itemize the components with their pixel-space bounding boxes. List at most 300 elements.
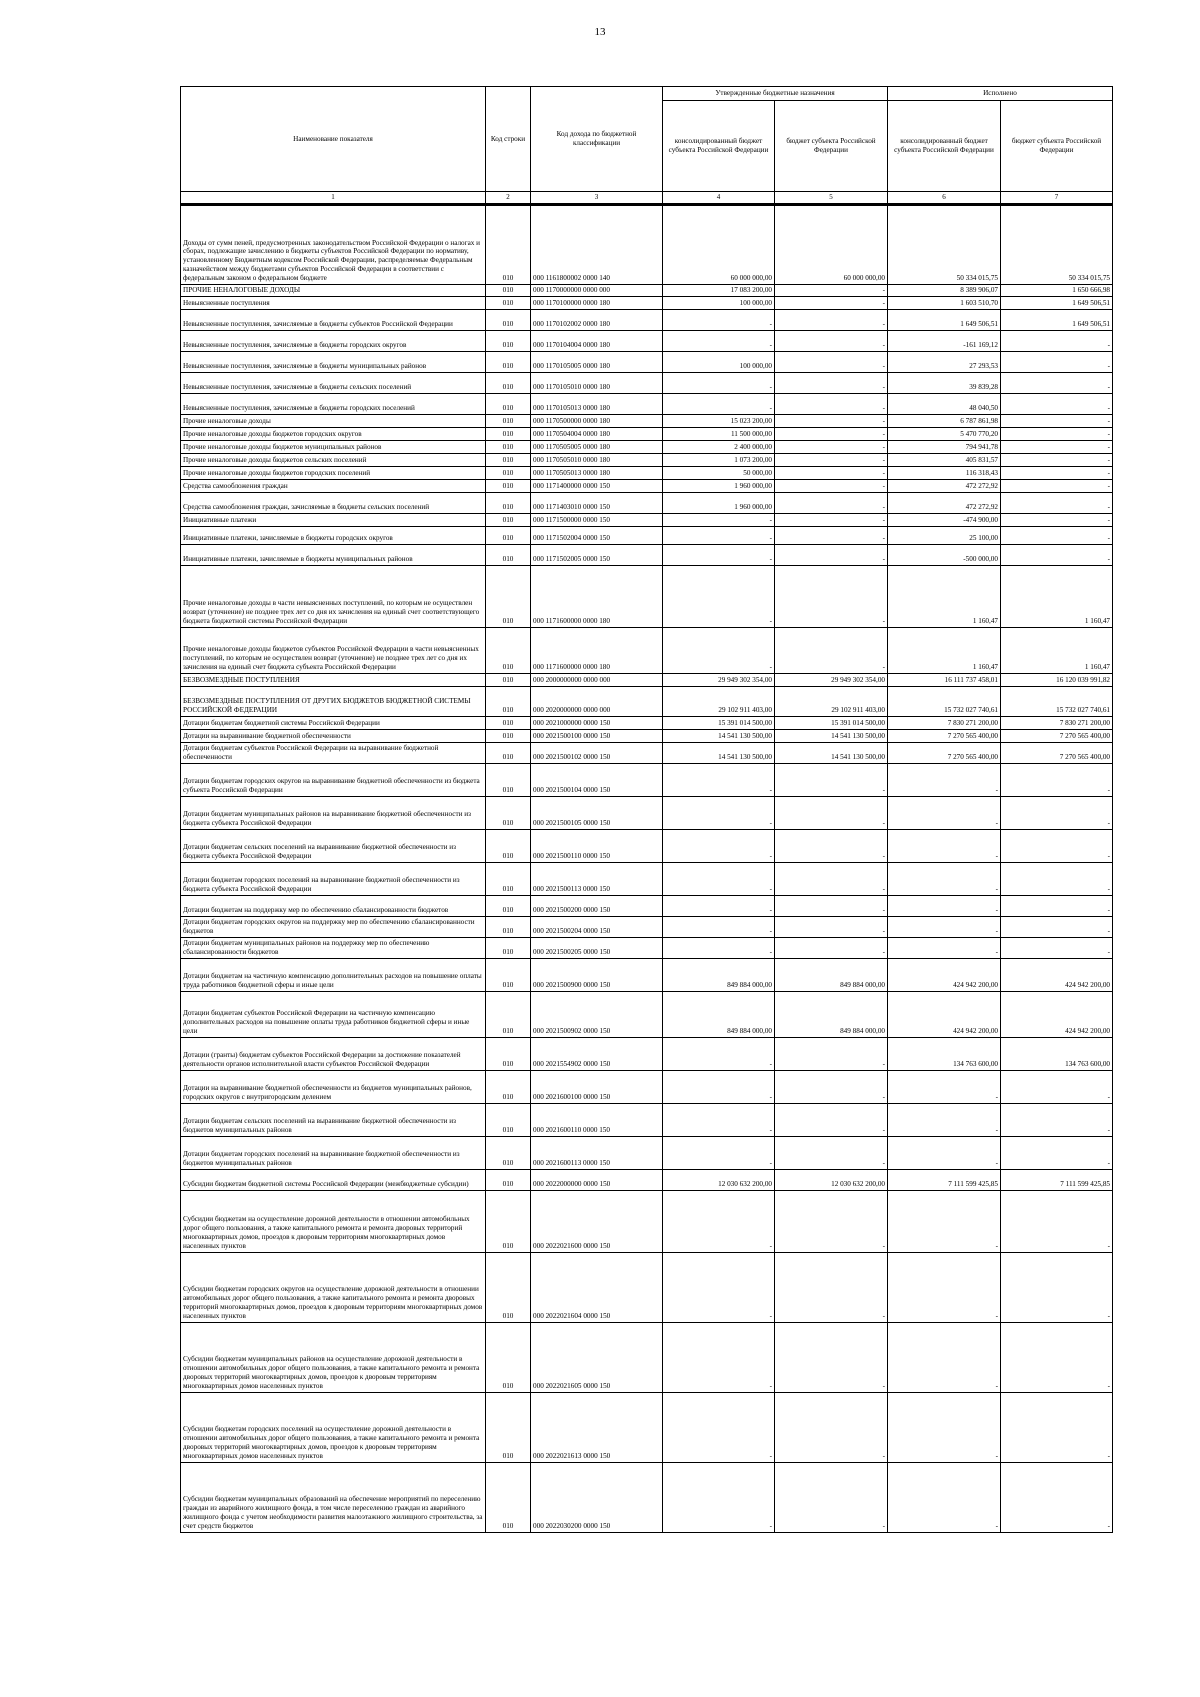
table-row — [181, 1103, 1113, 1136]
row-income-code: 000 1170504004 0000 180 — [531, 427, 663, 440]
column-number: 2 — [486, 192, 531, 205]
row-name: Дотации бюджетам субъектов Российской Федерации на выравнивание бюджетной обеспеченности — [181, 742, 486, 763]
row-name: Дотации бюджетам муниципальных районов на выравнивание бюджетной обеспеченности из бюджета субъекта Российской Федерации — [181, 796, 486, 829]
row-approved-consolidated: 29 102 911 403,00 — [663, 686, 775, 716]
row-approved-consolidated: - — [663, 513, 775, 526]
row-approved-consolidated: - — [663, 309, 775, 330]
row-approved-consolidated: - — [663, 565, 775, 627]
row-executed-subject: - — [1001, 1190, 1113, 1252]
row-executed-consolidated: - — [888, 895, 1001, 916]
row-executed-consolidated: 116 318,43 — [888, 466, 1001, 479]
row-line-code: 010 — [486, 296, 531, 309]
row-executed-subject: - — [1001, 1136, 1113, 1169]
table-row — [181, 351, 1113, 372]
table-row — [181, 427, 1113, 440]
table-row — [181, 296, 1113, 309]
row-executed-subject: - — [1001, 440, 1113, 453]
row-name: Дотации бюджетам городских округов на поддержку мер по обеспечению сбалансированности бюджетов — [181, 916, 486, 937]
row-executed-subject: - — [1001, 513, 1113, 526]
table-row — [181, 440, 1113, 453]
row-income-code: 000 1170505013 0000 180 — [531, 466, 663, 479]
row-executed-subject: - — [1001, 829, 1113, 862]
row-approved-consolidated: - — [663, 1322, 775, 1392]
row-income-code: 000 2022021605 0000 150 — [531, 1322, 663, 1392]
row-name: Дотации бюджетам на частичную компенсацию дополнительных расходов на повышение оплаты труда работников бюджетной сферы и иные цели — [181, 958, 486, 991]
row-approved-subject: - — [775, 763, 888, 796]
row-executed-consolidated: 16 111 737 458,01 — [888, 673, 1001, 686]
row-executed-subject: - — [1001, 1252, 1113, 1322]
row-executed-subject: - — [1001, 372, 1113, 393]
table-row — [181, 372, 1113, 393]
row-name: Невыясненные поступления, зачисляемые в бюджеты муниципальных районов — [181, 351, 486, 372]
row-line-code: 010 — [486, 526, 531, 544]
row-executed-consolidated: - — [888, 862, 1001, 895]
row-line-code: 010 — [486, 829, 531, 862]
row-income-code: 000 1170104004 0000 180 — [531, 330, 663, 351]
row-executed-consolidated: 7 830 271 200,00 — [888, 716, 1001, 729]
row-approved-subject: 60 000 000,00 — [775, 204, 888, 284]
row-name: Прочие неналоговые доходы бюджетов городских округов — [181, 427, 486, 440]
row-name: Дотации бюджетам бюджетной системы Российской Федерации — [181, 716, 486, 729]
row-executed-consolidated: 405 831,57 — [888, 453, 1001, 466]
row-executed-subject: 50 334 015,75 — [1001, 204, 1113, 284]
row-name: Невыясненные поступления, зачисляемые в бюджеты городских округов — [181, 330, 486, 351]
row-executed-consolidated: - — [888, 1462, 1001, 1532]
row-executed-subject: - — [1001, 479, 1113, 492]
table-row — [181, 1392, 1113, 1462]
row-approved-consolidated: 849 884 000,00 — [663, 991, 775, 1037]
row-approved-consolidated: - — [663, 544, 775, 565]
row-approved-subject: 12 030 632 200,00 — [775, 1169, 888, 1190]
row-executed-subject: - — [1001, 492, 1113, 513]
row-name: Невыясненные поступления, зачисляемые в бюджеты сельских поселений — [181, 372, 486, 393]
row-income-code: 000 2021600113 0000 150 — [531, 1136, 663, 1169]
row-executed-consolidated: 472 272,92 — [888, 492, 1001, 513]
row-income-code: 000 1171500000 0000 150 — [531, 513, 663, 526]
row-name: Дотации бюджетам городских поселений на выравнивание бюджетной обеспеченности из бюджета субъекта Российской Федерации — [181, 862, 486, 895]
row-name: Невыясненные поступления, зачисляемые в бюджеты субъектов Российской Федерации — [181, 309, 486, 330]
row-approved-subject: - — [775, 565, 888, 627]
row-approved-consolidated: 29 949 302 354,00 — [663, 673, 775, 686]
column-number: 1 — [181, 192, 486, 205]
row-income-code: 000 1171600000 0000 180 — [531, 627, 663, 673]
row-executed-subject: - — [1001, 895, 1113, 916]
table-row — [181, 895, 1113, 916]
row-executed-consolidated: - — [888, 1252, 1001, 1322]
row-approved-subject: 29 949 302 354,00 — [775, 673, 888, 686]
row-income-code: 000 1170500000 0000 180 — [531, 414, 663, 427]
row-name: Прочие неналоговые доходы в части невыясненных поступлений, по которым не осуществлен возврат (уточнение) не позднее трех лет со дня их зачисления на единый счет соответствующего бюджета бюджетной системы Российской Федерации — [181, 565, 486, 627]
row-executed-consolidated: 794 941,78 — [888, 440, 1001, 453]
row-approved-subject: - — [775, 1190, 888, 1252]
header-executed-subject: бюджет субъекта Российской Федерации — [1001, 101, 1113, 192]
row-name: Инициативные платежи — [181, 513, 486, 526]
row-executed-subject: - — [1001, 1462, 1113, 1532]
row-approved-subject: - — [775, 330, 888, 351]
row-executed-consolidated: 1 649 506,51 — [888, 309, 1001, 330]
table-row — [181, 686, 1113, 716]
row-income-code: 000 1171600000 0000 180 — [531, 565, 663, 627]
row-line-code: 010 — [486, 1322, 531, 1392]
row-income-code: 000 1170105005 0000 180 — [531, 351, 663, 372]
row-approved-consolidated: - — [663, 796, 775, 829]
row-line-code: 010 — [486, 427, 531, 440]
header-line-code: Код строки — [486, 87, 531, 192]
row-approved-consolidated: - — [663, 1070, 775, 1103]
row-executed-consolidated: 8 389 906,07 — [888, 284, 1001, 296]
row-line-code: 010 — [486, 440, 531, 453]
row-approved-subject: - — [775, 895, 888, 916]
row-approved-subject: - — [775, 372, 888, 393]
table-row — [181, 544, 1113, 565]
row-line-code: 010 — [486, 466, 531, 479]
table-row — [181, 453, 1113, 466]
table-row — [181, 479, 1113, 492]
row-approved-subject: 14 541 130 500,00 — [775, 742, 888, 763]
row-line-code: 010 — [486, 1037, 531, 1070]
row-executed-subject: - — [1001, 1322, 1113, 1392]
row-executed-subject: 424 942 200,00 — [1001, 991, 1113, 1037]
row-line-code: 010 — [486, 686, 531, 716]
table-row — [181, 829, 1113, 862]
row-executed-consolidated: 15 732 027 740,61 — [888, 686, 1001, 716]
row-executed-consolidated: 424 942 200,00 — [888, 991, 1001, 1037]
row-name: Дотации бюджетам сельских поселений на выравнивание бюджетной обеспеченности из бюджета субъекта Российской Федерации — [181, 829, 486, 862]
row-approved-subject: 849 884 000,00 — [775, 991, 888, 1037]
table-row — [181, 958, 1113, 991]
row-line-code: 010 — [486, 1070, 531, 1103]
row-approved-consolidated: - — [663, 862, 775, 895]
row-name: Дотации бюджетам муниципальных районов на поддержку мер по обеспечению сбалансированности бюджетов — [181, 937, 486, 958]
table-row — [181, 1136, 1113, 1169]
row-executed-subject: 7 830 271 200,00 — [1001, 716, 1113, 729]
table-row — [181, 309, 1113, 330]
row-income-code: 000 2021500113 0000 150 — [531, 862, 663, 895]
row-approved-consolidated: - — [663, 526, 775, 544]
row-approved-consolidated: 17 083 200,00 — [663, 284, 775, 296]
table-row — [181, 729, 1113, 742]
row-approved-subject: - — [775, 1136, 888, 1169]
row-executed-consolidated: 6 787 861,98 — [888, 414, 1001, 427]
table-body — [181, 204, 1113, 1532]
row-executed-subject: 7 270 565 400,00 — [1001, 742, 1113, 763]
header-executed: Исполнено — [888, 87, 1113, 101]
header-approved-subject: бюджет субъекта Российской Федерации — [775, 101, 888, 192]
row-approved-consolidated: - — [663, 1252, 775, 1322]
row-executed-consolidated: 39 839,28 — [888, 372, 1001, 393]
row-executed-consolidated: -474 900,00 — [888, 513, 1001, 526]
row-income-code: 000 2021500110 0000 150 — [531, 829, 663, 862]
row-executed-consolidated: 7 270 565 400,00 — [888, 729, 1001, 742]
row-income-code: 000 2022030200 0000 150 — [531, 1462, 663, 1532]
row-name: Субсидии бюджетам городских поселений на осуществление дорожной деятельности в отношении автомобильных дорог общего пользования, а также капитального ремонта и ремонта дворовых территорий многоквартирных домов, проездов к дворовым территориям многоквартирных домов населенных пунктов — [181, 1392, 486, 1462]
row-approved-consolidated: 1 960 000,00 — [663, 492, 775, 513]
row-income-code: 000 1171502005 0000 150 — [531, 544, 663, 565]
row-name: Средства самообложения граждан — [181, 479, 486, 492]
row-line-code: 010 — [486, 309, 531, 330]
row-line-code: 010 — [486, 937, 531, 958]
budget-income-table — [180, 86, 1113, 1533]
row-name: Невыясненные поступления — [181, 296, 486, 309]
row-line-code: 010 — [486, 673, 531, 686]
row-approved-subject: - — [775, 1462, 888, 1532]
table-row — [181, 862, 1113, 895]
row-income-code: 000 2021554902 0000 150 — [531, 1037, 663, 1070]
table-row — [181, 1070, 1113, 1103]
row-executed-consolidated: -500 000,00 — [888, 544, 1001, 565]
row-approved-consolidated: - — [663, 1037, 775, 1070]
column-number: 7 — [1001, 192, 1113, 205]
row-approved-subject: 849 884 000,00 — [775, 958, 888, 991]
row-line-code: 010 — [486, 895, 531, 916]
row-income-code: 000 2021500205 0000 150 — [531, 937, 663, 958]
row-approved-subject: - — [775, 513, 888, 526]
row-executed-subject: - — [1001, 1392, 1113, 1462]
row-executed-subject: 15 732 027 740,61 — [1001, 686, 1113, 716]
row-executed-consolidated: 27 293,53 — [888, 351, 1001, 372]
table-row — [181, 937, 1113, 958]
row-income-code: 000 1171403010 0000 150 — [531, 492, 663, 513]
row-executed-subject: - — [1001, 796, 1113, 829]
row-line-code: 010 — [486, 1190, 531, 1252]
row-approved-consolidated: 11 500 000,00 — [663, 427, 775, 440]
table-row — [181, 742, 1113, 763]
row-approved-consolidated: 60 000 000,00 — [663, 204, 775, 284]
row-executed-subject: - — [1001, 1070, 1113, 1103]
row-income-code: 000 1170102002 0000 180 — [531, 309, 663, 330]
row-executed-consolidated: 472 272,92 — [888, 479, 1001, 492]
row-executed-subject: 424 942 200,00 — [1001, 958, 1113, 991]
table-row — [181, 716, 1113, 729]
row-income-code: 000 2022021613 0000 150 — [531, 1392, 663, 1462]
row-line-code: 010 — [486, 1136, 531, 1169]
column-number: 6 — [888, 192, 1001, 205]
row-approved-subject: - — [775, 1392, 888, 1462]
row-approved-subject: - — [775, 526, 888, 544]
row-line-code: 010 — [486, 1169, 531, 1190]
row-income-code: 000 2022000000 0000 150 — [531, 1169, 663, 1190]
row-line-code: 010 — [486, 958, 531, 991]
table-row — [181, 1190, 1113, 1252]
row-approved-subject: - — [775, 829, 888, 862]
row-approved-consolidated: 849 884 000,00 — [663, 958, 775, 991]
row-income-code: 000 2020000000 0000 000 — [531, 686, 663, 716]
row-line-code: 010 — [486, 414, 531, 427]
row-line-code: 010 — [486, 544, 531, 565]
row-executed-consolidated: - — [888, 916, 1001, 937]
row-line-code: 010 — [486, 1462, 531, 1532]
table-row — [181, 492, 1113, 513]
row-executed-subject: 16 120 039 991,82 — [1001, 673, 1113, 686]
row-line-code: 010 — [486, 393, 531, 414]
row-executed-subject: - — [1001, 526, 1113, 544]
row-executed-subject: - — [1001, 937, 1113, 958]
row-income-code: 000 2021600110 0000 150 — [531, 1103, 663, 1136]
header-approved: Утвержденные бюджетные назначения — [663, 87, 888, 101]
row-executed-consolidated: - — [888, 1103, 1001, 1136]
row-approved-consolidated: - — [663, 627, 775, 673]
row-executed-consolidated: -161 169,12 — [888, 330, 1001, 351]
row-approved-subject: - — [775, 492, 888, 513]
row-approved-subject: - — [775, 916, 888, 937]
row-income-code: 000 2022021600 0000 150 — [531, 1190, 663, 1252]
row-executed-subject: 7 111 599 425,85 — [1001, 1169, 1113, 1190]
row-income-code: 000 1170505010 0000 180 — [531, 453, 663, 466]
table-row — [181, 627, 1113, 673]
row-income-code: 000 1170105013 0000 180 — [531, 393, 663, 414]
row-line-code: 010 — [486, 330, 531, 351]
row-approved-subject: - — [775, 296, 888, 309]
row-line-code: 010 — [486, 627, 531, 673]
row-executed-subject: - — [1001, 763, 1113, 796]
row-approved-subject: - — [775, 427, 888, 440]
row-approved-subject: - — [775, 1252, 888, 1322]
row-income-code: 000 1170000000 0000 000 — [531, 284, 663, 296]
row-executed-consolidated: - — [888, 796, 1001, 829]
row-approved-subject: - — [775, 1070, 888, 1103]
row-income-code: 000 2021500204 0000 150 — [531, 916, 663, 937]
row-executed-subject: - — [1001, 466, 1113, 479]
row-approved-subject: - — [775, 1322, 888, 1392]
row-line-code: 010 — [486, 453, 531, 466]
header-approved-consolidated: консолидированный бюджет субъекта Российской Федерации — [663, 101, 775, 192]
row-executed-subject: 134 763 600,00 — [1001, 1037, 1113, 1070]
row-income-code: 000 2021500100 0000 150 — [531, 729, 663, 742]
row-income-code: 000 2021000000 0000 150 — [531, 716, 663, 729]
row-approved-subject: - — [775, 479, 888, 492]
row-name: Прочие неналоговые доходы бюджетов сельских поселений — [181, 453, 486, 466]
row-approved-subject: 29 102 911 403,00 — [775, 686, 888, 716]
row-approved-subject: - — [775, 393, 888, 414]
row-executed-consolidated: 25 100,00 — [888, 526, 1001, 544]
row-approved-subject: - — [775, 1103, 888, 1136]
page-number: 13 — [594, 26, 606, 38]
row-income-code: 000 2021500902 0000 150 — [531, 991, 663, 1037]
row-income-code: 000 1170505005 0000 180 — [531, 440, 663, 453]
row-executed-subject: - — [1001, 544, 1113, 565]
row-line-code: 010 — [486, 796, 531, 829]
row-approved-consolidated: - — [663, 372, 775, 393]
row-approved-subject: - — [775, 544, 888, 565]
row-executed-subject: 1 649 506,51 — [1001, 309, 1113, 330]
column-number-row — [181, 192, 1113, 205]
row-line-code: 010 — [486, 742, 531, 763]
row-executed-consolidated: - — [888, 829, 1001, 862]
table-row — [181, 1252, 1113, 1322]
column-number: 4 — [663, 192, 775, 205]
row-name: Средства самообложения граждан, зачисляемые в бюджеты сельских поселений — [181, 492, 486, 513]
row-name: Дотации бюджетам субъектов Российской Федерации на частичную компенсацию дополнительных расходов на повышение оплаты труда работников бюджетной сферы и иные цели — [181, 991, 486, 1037]
row-line-code: 010 — [486, 862, 531, 895]
table-row — [181, 673, 1113, 686]
row-name: БЕЗВОЗМЕЗДНЫЕ ПОСТУПЛЕНИЯ ОТ ДРУГИХ БЮДЖЕТОВ БЮДЖЕТНОЙ СИСТЕМЫ РОССИЙСКОЙ ФЕДЕРАЦИИ — [181, 686, 486, 716]
header-income-code: Код дохода по бюджетной классификации — [531, 87, 663, 192]
row-line-code: 010 — [486, 284, 531, 296]
row-name: ПРОЧИЕ НЕНАЛОГОВЫЕ ДОХОДЫ — [181, 284, 486, 296]
row-executed-consolidated: 424 942 200,00 — [888, 958, 1001, 991]
row-executed-consolidated: - — [888, 1070, 1001, 1103]
row-approved-subject: - — [775, 414, 888, 427]
row-name: Субсидии бюджетам муниципальных образований на обеспечение мероприятий по переселению граждан из аварийного жилищного фонда, в том числе переселению граждан из аварийного жилищного фонда с учетом необходимости развития малоэтажного жилищного строительства, за счет средств бюджетов — [181, 1462, 486, 1532]
row-approved-consolidated: 100 000,00 — [663, 351, 775, 372]
table-row — [181, 1037, 1113, 1070]
row-executed-consolidated: - — [888, 1322, 1001, 1392]
row-executed-consolidated: 5 470 770,20 — [888, 427, 1001, 440]
row-executed-subject: - — [1001, 916, 1113, 937]
table-row — [181, 414, 1113, 427]
row-approved-subject: - — [775, 453, 888, 466]
row-approved-subject: - — [775, 862, 888, 895]
row-executed-subject: - — [1001, 351, 1113, 372]
row-approved-consolidated: 15 023 200,00 — [663, 414, 775, 427]
row-approved-subject: - — [775, 466, 888, 479]
row-income-code: 000 2000000000 0000 000 — [531, 673, 663, 686]
row-line-code: 010 — [486, 916, 531, 937]
row-executed-subject: 1 649 506,51 — [1001, 296, 1113, 309]
table-row — [181, 796, 1113, 829]
row-income-code: 000 1161800002 0000 140 — [531, 204, 663, 284]
row-name: Прочие неналоговые доходы бюджетов муниципальных районов — [181, 440, 486, 453]
row-name: Прочие неналоговые доходы бюджетов городских поселений — [181, 466, 486, 479]
row-executed-consolidated: 50 334 015,75 — [888, 204, 1001, 284]
row-executed-subject: - — [1001, 427, 1113, 440]
row-approved-consolidated: - — [663, 330, 775, 351]
row-line-code: 010 — [486, 204, 531, 284]
row-line-code: 010 — [486, 565, 531, 627]
row-approved-consolidated: 1 960 000,00 — [663, 479, 775, 492]
row-approved-subject: - — [775, 284, 888, 296]
row-line-code: 010 — [486, 479, 531, 492]
row-name: Субсидии бюджетам бюджетной системы Российской Федерации (межбюджетные субсидии) — [181, 1169, 486, 1190]
row-approved-consolidated: - — [663, 1462, 775, 1532]
row-name: Дотации на выравнивание бюджетной обеспеченности из бюджетов муниципальных районов, городских округов с внутригородским делением — [181, 1070, 486, 1103]
row-line-code: 010 — [486, 729, 531, 742]
row-approved-consolidated: 100 000,00 — [663, 296, 775, 309]
row-income-code: 000 2021500200 0000 150 — [531, 895, 663, 916]
row-income-code: 000 2021500105 0000 150 — [531, 796, 663, 829]
row-executed-consolidated: - — [888, 1136, 1001, 1169]
row-approved-consolidated: 2 400 000,00 — [663, 440, 775, 453]
row-executed-subject: 1 160,47 — [1001, 627, 1113, 673]
row-approved-consolidated: - — [663, 829, 775, 862]
row-approved-subject: - — [775, 309, 888, 330]
row-executed-consolidated: - — [888, 937, 1001, 958]
row-line-code: 010 — [486, 1252, 531, 1322]
row-name: Дотации (гранты) бюджетам субъектов Российской Федерации за достижение показателей деятельности органов исполнительной власти субъектов Российской Федерации — [181, 1037, 486, 1070]
row-approved-subject: 15 391 014 500,00 — [775, 716, 888, 729]
row-name: Прочие неналоговые доходы бюджетов субъектов Российской Федерации в части невыясненных поступлений, по которым не осуществлен возврат (уточнение) не позднее трех лет со дня их зачисления на единый счет бюджета субъекта Российской Федерации — [181, 627, 486, 673]
row-executed-subject: - — [1001, 862, 1113, 895]
row-income-code: 000 2021600100 0000 150 — [531, 1070, 663, 1103]
row-approved-subject: 14 541 130 500,00 — [775, 729, 888, 742]
table-row — [181, 330, 1113, 351]
row-name: Прочие неналоговые доходы — [181, 414, 486, 427]
row-approved-consolidated: - — [663, 393, 775, 414]
row-name: Дотации бюджетам городских округов на выравнивание бюджетной обеспеченности из бюджета субъекта Российской Федерации — [181, 763, 486, 796]
row-income-code: 000 2021500102 0000 150 — [531, 742, 663, 763]
row-income-code: 000 2021500900 0000 150 — [531, 958, 663, 991]
row-executed-consolidated: 48 040,50 — [888, 393, 1001, 414]
row-income-code: 000 1171502004 0000 150 — [531, 526, 663, 544]
table-header — [181, 87, 1113, 205]
table-row — [181, 204, 1113, 284]
row-approved-consolidated: 1 073 200,00 — [663, 453, 775, 466]
row-name: Инициативные платежи, зачисляемые в бюджеты городских округов — [181, 526, 486, 544]
row-approved-subject: - — [775, 937, 888, 958]
row-executed-consolidated: - — [888, 763, 1001, 796]
table-row — [181, 393, 1113, 414]
table-row — [181, 466, 1113, 479]
